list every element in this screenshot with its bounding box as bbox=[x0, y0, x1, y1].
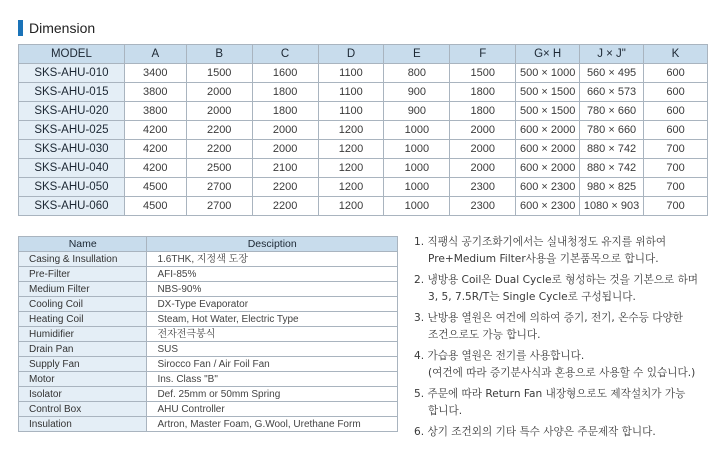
dimension-row bbox=[19, 102, 708, 121]
model-cell: SKS-AHU-010 bbox=[19, 64, 125, 83]
note-item bbox=[414, 234, 714, 268]
title-accent-bar bbox=[18, 20, 23, 36]
spec-value-cell: 1.6THK, 지정색 도장 bbox=[147, 252, 398, 267]
dimension-cell: 1500 bbox=[450, 64, 516, 83]
dimension-cell: 2700 bbox=[186, 197, 252, 216]
dimension-cell: 1500 bbox=[186, 64, 252, 83]
dimension-row bbox=[19, 83, 708, 102]
dimension-header-cell: J × J" bbox=[580, 45, 644, 64]
spec-value-cell: NBS-90% bbox=[147, 282, 398, 297]
note-line: 5. 주문에 따라 Return Fan 내장형으로도 제작설치가 가능 bbox=[414, 388, 686, 400]
dimension-cell: 2700 bbox=[186, 178, 252, 197]
description-header-cell: Desciption bbox=[147, 237, 398, 252]
model-cell: SKS-AHU-025 bbox=[19, 121, 125, 140]
dimension-cell: 1000 bbox=[384, 140, 450, 159]
dimension-cell: 1800 bbox=[450, 83, 516, 102]
dimension-cell: 2000 bbox=[450, 140, 516, 159]
dimension-cell: 2000 bbox=[186, 83, 252, 102]
note-item bbox=[414, 386, 714, 420]
dimension-cell: 600 bbox=[644, 83, 708, 102]
dimension-cell: 1200 bbox=[318, 197, 384, 216]
dimension-cell: 1100 bbox=[318, 83, 384, 102]
note-line: 합니다. bbox=[428, 405, 463, 417]
dimension-cell: 1800 bbox=[450, 102, 516, 121]
section-title-text: Dimension bbox=[29, 20, 96, 36]
dimension-cell: 600 bbox=[644, 102, 708, 121]
dimension-cell: 1200 bbox=[318, 140, 384, 159]
dimension-header-cell: G× H bbox=[516, 45, 580, 64]
spec-value-cell: SUS bbox=[147, 342, 398, 357]
dimension-cell: 880 × 742 bbox=[580, 159, 644, 178]
dimension-cell: 1000 bbox=[384, 121, 450, 140]
dimension-cell: 3400 bbox=[124, 64, 186, 83]
dimension-cell: 1000 bbox=[384, 197, 450, 216]
dimension-cell: 2100 bbox=[252, 159, 318, 178]
description-row bbox=[19, 357, 398, 372]
description-header-cell: Name bbox=[19, 237, 147, 252]
dimension-row bbox=[19, 197, 708, 216]
description-row bbox=[19, 417, 398, 432]
dimension-cell: 500 × 1500 bbox=[516, 83, 580, 102]
dimension-cell: 1200 bbox=[318, 178, 384, 197]
spec-name-cell: Medium Filter bbox=[19, 282, 147, 297]
dimension-cell: 2000 bbox=[186, 102, 252, 121]
note-line: (여건에 따라 증기분사식과 혼용으로 사용할 수 있습니다.) bbox=[428, 367, 696, 379]
dimension-cell: 880 × 742 bbox=[580, 140, 644, 159]
dimension-cell: 1100 bbox=[318, 102, 384, 121]
dimension-cell: 4500 bbox=[124, 197, 186, 216]
description-header-row bbox=[19, 237, 398, 252]
dimension-cell: 2300 bbox=[450, 197, 516, 216]
spec-name-cell: Cooling Coil bbox=[19, 297, 147, 312]
dimension-header-cell: K bbox=[644, 45, 708, 64]
dimension-header-cell: D bbox=[318, 45, 384, 64]
description-row bbox=[19, 387, 398, 402]
spec-name-cell: Pre-Filter bbox=[19, 267, 147, 282]
dimension-cell: 2000 bbox=[252, 140, 318, 159]
dimension-cell: 600 × 2000 bbox=[516, 159, 580, 178]
description-row bbox=[19, 312, 398, 327]
dimension-header-cell: F bbox=[450, 45, 516, 64]
dimension-header-cell: E bbox=[384, 45, 450, 64]
dimension-cell: 2000 bbox=[252, 121, 318, 140]
note-line: Pre+Medium Filter사용을 기본품목으로 합니다. bbox=[428, 253, 659, 265]
dimension-cell: 900 bbox=[384, 102, 450, 121]
dimension-row bbox=[19, 64, 708, 83]
dimension-cell: 2300 bbox=[450, 178, 516, 197]
dimension-header-cell: C bbox=[252, 45, 318, 64]
spec-name-cell: Insulation bbox=[19, 417, 147, 432]
model-cell: SKS-AHU-015 bbox=[19, 83, 125, 102]
spec-value-cell: Def. 25mm or 50mm Spring bbox=[147, 387, 398, 402]
dimension-cell: 1600 bbox=[252, 64, 318, 83]
note-line: 1. 직팽식 공기조화기에서는 실내청정도 유지를 위하여 bbox=[414, 236, 667, 248]
dimension-cell: 700 bbox=[644, 178, 708, 197]
spec-name-cell: Isolator bbox=[19, 387, 147, 402]
description-row bbox=[19, 342, 398, 357]
description-row bbox=[19, 282, 398, 297]
dimension-cell: 3800 bbox=[124, 83, 186, 102]
dimension-cell: 500 × 1500 bbox=[516, 102, 580, 121]
spec-value-cell: Ins. Class "B" bbox=[147, 372, 398, 387]
dimension-cell: 600 bbox=[644, 121, 708, 140]
dimension-cell: 1200 bbox=[318, 121, 384, 140]
dimension-cell: 700 bbox=[644, 159, 708, 178]
section-title bbox=[18, 18, 95, 38]
dimension-cell: 600 × 2300 bbox=[516, 178, 580, 197]
spec-name-cell: Humidifier bbox=[19, 327, 147, 342]
dimension-cell: 1000 bbox=[384, 159, 450, 178]
note-line: 2. 냉방용 Coil은 Dual Cycle로 형성하는 것을 기본으로 하며 bbox=[414, 274, 699, 286]
spec-name-cell: Casing & Insullation bbox=[19, 252, 147, 267]
model-cell: SKS-AHU-060 bbox=[19, 197, 125, 216]
dimension-cell: 980 × 825 bbox=[580, 178, 644, 197]
spec-value-cell: DX-Type Evaporator bbox=[147, 297, 398, 312]
dimension-row bbox=[19, 178, 708, 197]
dimension-cell: 1080 × 903 bbox=[580, 197, 644, 216]
note-line: 6. 상기 조건외의 기타 특수 사양은 주문제작 합니다. bbox=[414, 426, 656, 438]
note-line: 4. 가습용 열원은 전기를 사용합니다. bbox=[414, 350, 585, 362]
dimension-cell: 2200 bbox=[186, 121, 252, 140]
description-table bbox=[18, 236, 398, 432]
dimension-cell: 1200 bbox=[318, 159, 384, 178]
spec-name-cell: Control Box bbox=[19, 402, 147, 417]
dimension-cell: 1000 bbox=[384, 178, 450, 197]
dimension-cell: 560 × 495 bbox=[580, 64, 644, 83]
notes-list bbox=[414, 234, 714, 445]
dimension-cell: 700 bbox=[644, 197, 708, 216]
description-row bbox=[19, 372, 398, 387]
dimension-cell: 600 × 2000 bbox=[516, 140, 580, 159]
dimension-cell: 1800 bbox=[252, 83, 318, 102]
note-line: 3, 5, 7.5R/T는 Single Cycle로 구성됩니다. bbox=[428, 291, 636, 303]
description-row bbox=[19, 252, 398, 267]
note-line: 조건으로도 가능 합니다. bbox=[428, 329, 541, 341]
spec-value-cell: Steam, Hot Water, Electric Type bbox=[147, 312, 398, 327]
dimension-cell: 1800 bbox=[252, 102, 318, 121]
dimension-row bbox=[19, 121, 708, 140]
dimension-cell: 2200 bbox=[252, 197, 318, 216]
dimension-cell: 2000 bbox=[450, 121, 516, 140]
dimension-cell: 3800 bbox=[124, 102, 186, 121]
note-item bbox=[414, 310, 714, 344]
dimension-cell: 2200 bbox=[186, 140, 252, 159]
model-cell: SKS-AHU-040 bbox=[19, 159, 125, 178]
spec-name-cell: Heating Coil bbox=[19, 312, 147, 327]
dimension-header-cell: A bbox=[124, 45, 186, 64]
dimension-cell: 600 bbox=[644, 64, 708, 83]
dimension-table bbox=[18, 44, 708, 216]
dimension-row bbox=[19, 140, 708, 159]
description-row bbox=[19, 267, 398, 282]
spec-value-cell: Artron, Master Foam, G.Wool, Urethane Form bbox=[147, 417, 398, 432]
description-row bbox=[19, 402, 398, 417]
dimension-cell: 2500 bbox=[186, 159, 252, 178]
description-row bbox=[19, 297, 398, 312]
dimension-cell: 500 × 1000 bbox=[516, 64, 580, 83]
dimension-cell: 600 × 2300 bbox=[516, 197, 580, 216]
dimension-cell: 900 bbox=[384, 83, 450, 102]
dimension-cell: 700 bbox=[644, 140, 708, 159]
model-cell: SKS-AHU-050 bbox=[19, 178, 125, 197]
spec-name-cell: Supply Fan bbox=[19, 357, 147, 372]
spec-value-cell: Sirocco Fan / Air Foil Fan bbox=[147, 357, 398, 372]
model-cell: SKS-AHU-020 bbox=[19, 102, 125, 121]
model-cell: SKS-AHU-030 bbox=[19, 140, 125, 159]
note-item bbox=[414, 348, 714, 382]
dimension-cell: 4200 bbox=[124, 159, 186, 178]
dimension-cell: 780 × 660 bbox=[580, 121, 644, 140]
dimension-cell: 4200 bbox=[124, 140, 186, 159]
dimension-header-row bbox=[19, 45, 708, 64]
dimension-cell: 660 × 573 bbox=[580, 83, 644, 102]
note-item bbox=[414, 272, 714, 306]
description-row bbox=[19, 327, 398, 342]
dimension-row bbox=[19, 159, 708, 178]
dimension-cell: 2000 bbox=[450, 159, 516, 178]
spec-name-cell: Motor bbox=[19, 372, 147, 387]
dimension-header-cell: B bbox=[186, 45, 252, 64]
note-line: 3. 난방용 열원은 여건에 의하여 증기, 전기, 온수등 다양한 bbox=[414, 312, 683, 324]
spec-value-cell: AHU Controller bbox=[147, 402, 398, 417]
dimension-cell: 2200 bbox=[252, 178, 318, 197]
dimension-cell: 780 × 660 bbox=[580, 102, 644, 121]
note-item bbox=[414, 424, 714, 441]
dimension-cell: 4500 bbox=[124, 178, 186, 197]
spec-name-cell: Drain Pan bbox=[19, 342, 147, 357]
dimension-cell: 800 bbox=[384, 64, 450, 83]
dimension-cell: 1100 bbox=[318, 64, 384, 83]
dimension-cell: 600 × 2000 bbox=[516, 121, 580, 140]
spec-value-cell: 전자전극봉식 bbox=[147, 327, 398, 342]
spec-value-cell: AFI-85% bbox=[147, 267, 398, 282]
dimension-cell: 4200 bbox=[124, 121, 186, 140]
dimension-header-cell: MODEL bbox=[19, 45, 125, 64]
